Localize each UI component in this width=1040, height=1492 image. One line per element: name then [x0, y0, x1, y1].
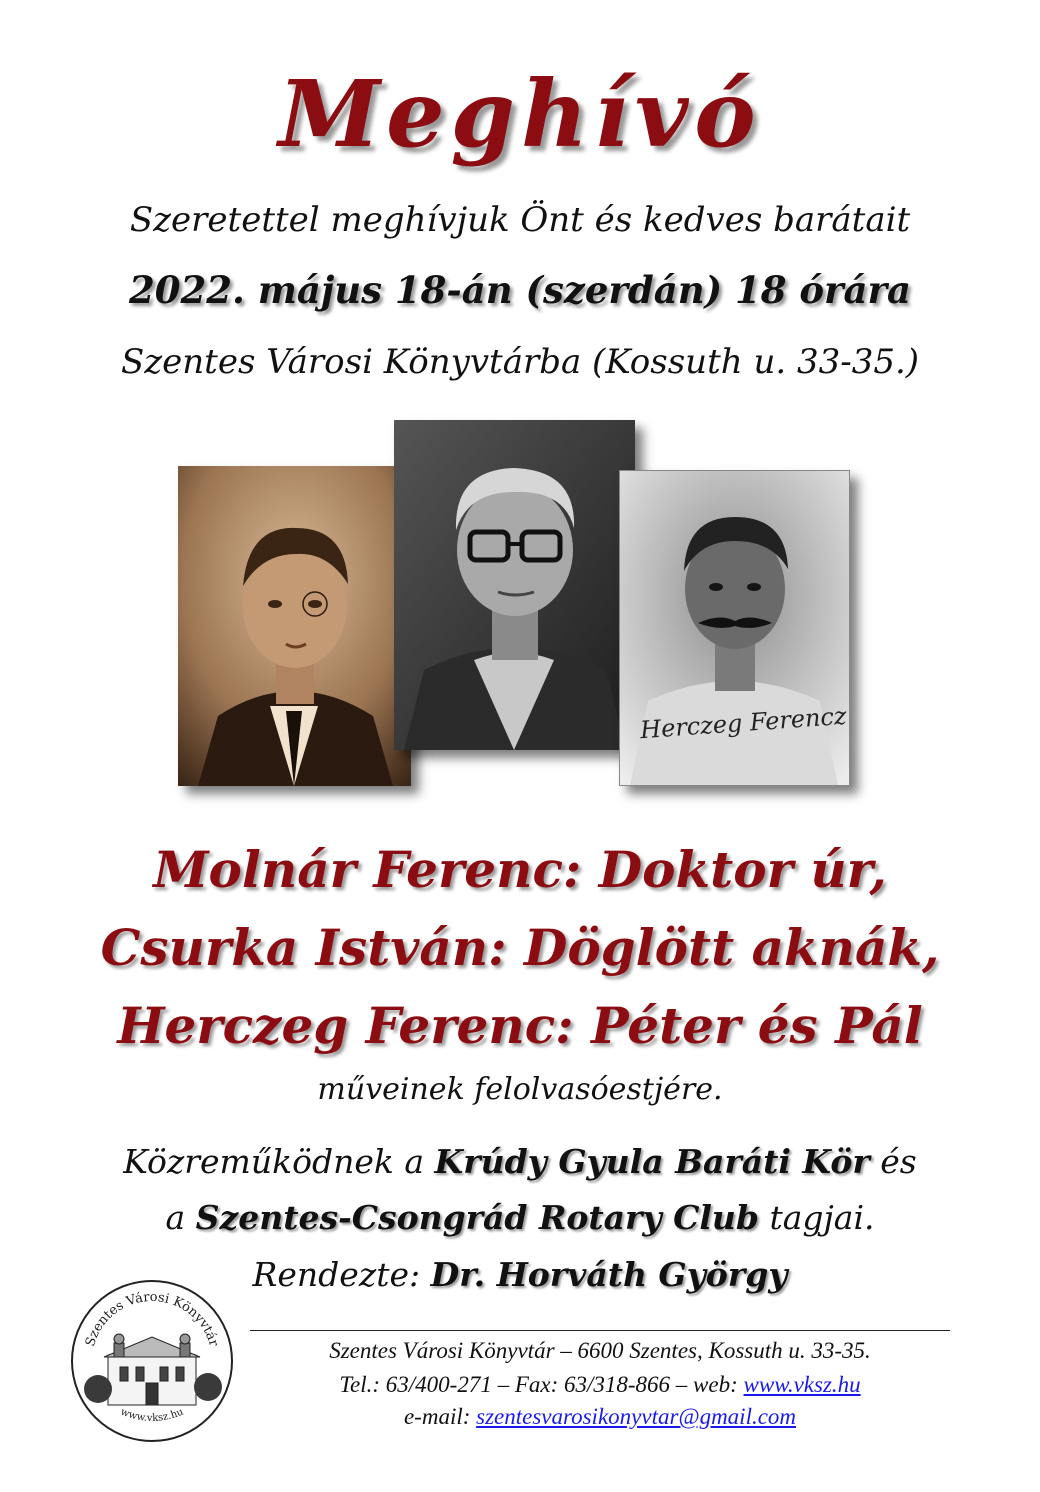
credits-line-1 [0, 1142, 1040, 1181]
footer-divider [250, 1330, 950, 1331]
credits-line-2 [0, 1198, 1040, 1237]
intro-text: Szeretettel meghívjuk Önt és kedves barátait [129, 200, 911, 240]
invitation-title: Meghívó [278, 60, 762, 168]
library-logo [68, 1277, 236, 1445]
logo-web-text: www.vksz.hu [118, 1406, 186, 1425]
web-link[interactable]: www.vksz.hu [743, 1372, 861, 1397]
director-name: Dr. Horváth György [430, 1255, 788, 1294]
work-title-1: Molnár Ferenc: Doktor úr, [153, 840, 887, 899]
footer-contact [250, 1372, 950, 1398]
work-title-3: Herczeg Ferenc: Péter és Pál [117, 996, 923, 1055]
portrait-herczeg-ferenc [619, 470, 850, 786]
group-rotary: Szentes-Csongrád Rotary Club [195, 1198, 759, 1237]
credits-conjunction: és [880, 1142, 917, 1181]
email-link[interactable]: szentesvarosikonyvtar@gmail.com [476, 1404, 797, 1429]
event-date: 2022. május 18-án (szerdán) 18 órára [129, 268, 911, 312]
footer-address: Szentes Városi Könyvtár – 6600 Szentes, Kossuth u. 33-35. [329, 1338, 871, 1363]
portrait-csurka-istvan [394, 420, 635, 750]
group-krudy: Krúdy Gyula Baráti Kör [434, 1142, 870, 1181]
reading-event-text: műveinek felolvasóestjére. [317, 1072, 723, 1107]
director-label: Rendezte: [252, 1255, 421, 1294]
signature: Herczeg Ferencz [639, 701, 848, 745]
footer-email [250, 1404, 950, 1430]
work-title-2: Csurka István: Döglött aknák, [100, 918, 940, 977]
footer-phone-fax: Tel.: 63/400-271 – Fax: 63/318-866 – web: [339, 1372, 738, 1397]
portrait-molnar-ferenc [178, 466, 411, 786]
event-venue: Szentes Városi Könyvtárba (Kossuth u. 33-35.) [120, 342, 920, 382]
logo-arc-text: Szentes Városi Könyvtár [82, 1289, 222, 1349]
email-label: e-mail: [403, 1404, 471, 1429]
credits-article: a [165, 1198, 186, 1237]
credits-prefix: Közreműködnek a [123, 1142, 425, 1181]
credits-suffix: tagjai. [769, 1198, 875, 1237]
